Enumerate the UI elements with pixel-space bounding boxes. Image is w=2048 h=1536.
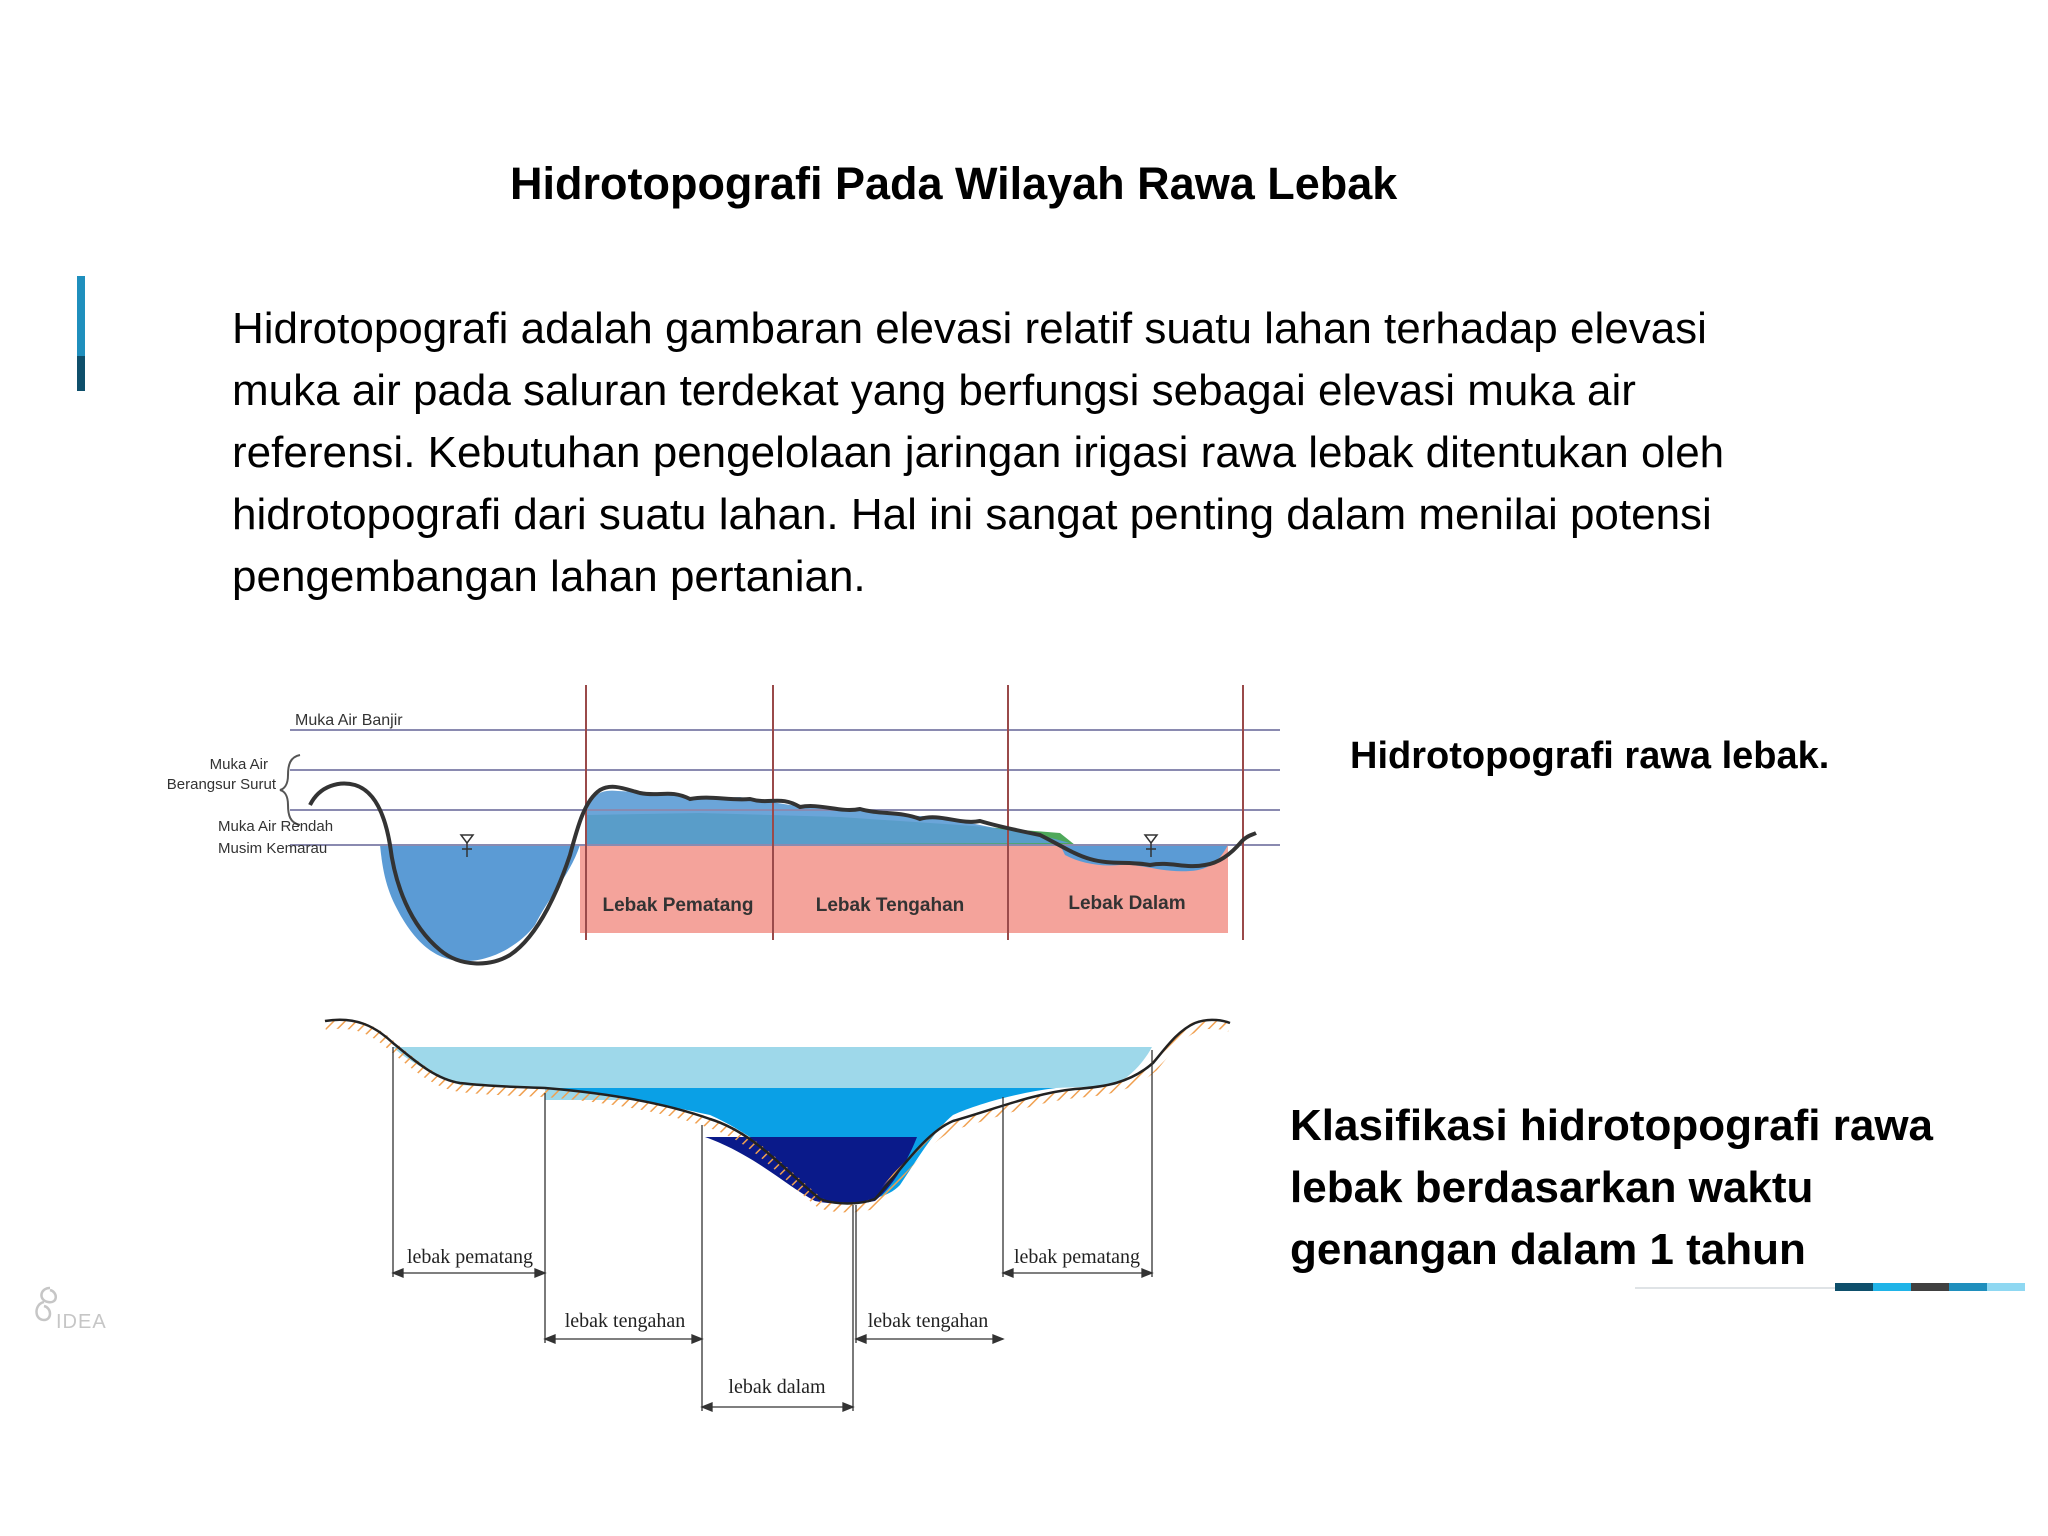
accent-bar bbox=[77, 276, 85, 356]
label-muka-air: Muka Air bbox=[209, 756, 268, 773]
label-left-lebak-pematang: lebak pematang bbox=[406, 1246, 534, 1268]
accent-bar-dark bbox=[77, 356, 85, 391]
label-musim-kemarau: Musim Kemarau bbox=[218, 840, 328, 857]
lebak-classification-diagram bbox=[315, 1005, 1235, 1425]
body-paragraph: Hidrotopografi adalah gambaran elevasi relatif suatu lahan terhadap elevasi muka air pada saluran terdekat yang berfungsi sebagai elevasi muka air referensi. Kebutuhan pengelolaan jaringan irigasi rawa lebak ditentukan oleh hidrotopografi dari suatu lahan. Hal ini sangat penting dalam menilai potensi pengembangan lahan pertanian. bbox=[232, 304, 1725, 601]
label-right-lebak-tengahan: lebak tengahan bbox=[867, 1310, 989, 1332]
footer-segment bbox=[1987, 1283, 2025, 1291]
footer-segment bbox=[1873, 1283, 1911, 1291]
footer-segment bbox=[1835, 1283, 1873, 1291]
label-lebak-pematang: Lebak Pematang bbox=[602, 895, 754, 916]
logo-text: IDEA bbox=[56, 1311, 107, 1333]
label-lebak-dalam: Lebak Dalam bbox=[1068, 893, 1186, 914]
footer-segment bbox=[1911, 1283, 1949, 1291]
label-lebak-dalam: lebak dalam bbox=[728, 1376, 826, 1398]
footer-rule bbox=[1635, 1287, 1835, 1289]
receding-bracket bbox=[280, 755, 300, 825]
hidrotopografi-cross-section-diagram bbox=[140, 685, 1290, 985]
label-berangsur-surut: Berangsur Surut bbox=[166, 776, 276, 793]
label-left-lebak-tengahan: lebak tengahan bbox=[564, 1310, 686, 1332]
caption-hidrotopografi: Hidrotopografi rawa lebak. bbox=[1350, 735, 1830, 777]
water-cap bbox=[586, 791, 1070, 845]
slide-title: Hidrotopografi Pada Wilayah Rawa Lebak bbox=[510, 158, 1398, 209]
label-right-lebak-pematang: lebak pematang bbox=[1013, 1246, 1141, 1268]
label-lebak-tengahan: Lebak Tengahan bbox=[815, 895, 965, 916]
label-muka-air-rendah: Muka Air Rendah bbox=[218, 818, 334, 835]
caption-klasifikasi: Klasifikasi hidrotopografi rawa lebak berdasarkan waktu genangan dalam 1 tahun bbox=[1290, 1101, 1934, 1274]
footer-segment bbox=[1949, 1283, 1987, 1291]
label-muka-air-banjir: Muka Air Banjir bbox=[295, 712, 403, 729]
